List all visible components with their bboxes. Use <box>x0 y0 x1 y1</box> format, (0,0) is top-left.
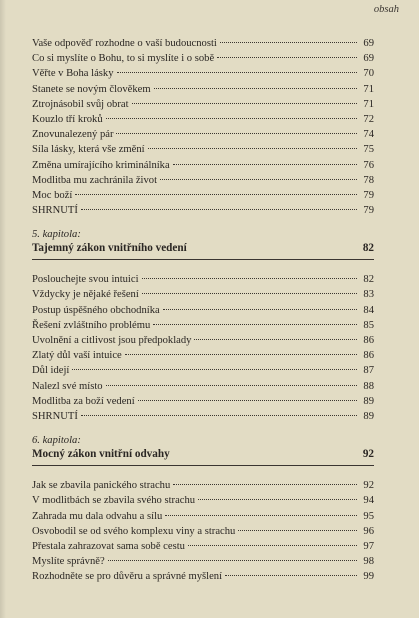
toc-entry-title: V modlitbách se zbavila svého strachu <box>32 495 196 507</box>
toc-entry-title: Změna umírajícího kriminálníka <box>32 159 170 171</box>
leader-dots <box>116 132 357 134</box>
leader-dots <box>163 308 357 310</box>
toc-entry <box>32 493 374 508</box>
toc-entry-page: 70 <box>363 68 374 80</box>
leader-dots <box>148 147 357 149</box>
toc-entry <box>32 478 374 493</box>
toc-entry <box>32 173 374 188</box>
toc-entry-page: 76 <box>363 159 374 171</box>
leader-dots <box>142 292 357 294</box>
toc-entry-title: Stanete se novým člověkem <box>32 83 151 95</box>
table-of-contents <box>32 36 374 584</box>
toc-entry-title: Síla lásky, která vše změní <box>32 144 145 156</box>
toc-entry-page: 75 <box>363 144 374 156</box>
leader-dots <box>225 574 357 576</box>
toc-entry-title: Moc boží <box>32 189 73 201</box>
toc-entry-page: 78 <box>363 174 374 186</box>
leader-dots <box>81 414 357 416</box>
toc-entry-page: 79 <box>363 205 374 217</box>
chapter-title: Tajemný zákon vnitřního vedení <box>32 242 187 255</box>
leader-dots <box>220 41 357 43</box>
toc-entry <box>32 287 374 302</box>
toc-entry-page: 86 <box>363 350 374 362</box>
toc-entry <box>32 554 374 569</box>
chapter-title: Mocný zákon vnitřní odvahy <box>32 448 170 461</box>
toc-entry <box>32 539 374 554</box>
toc-entry-page: 69 <box>363 53 374 65</box>
toc-entry-page: 88 <box>363 380 374 392</box>
toc-entry-title: Zahrada mu dala odvahu a sílu <box>32 510 163 522</box>
toc-entry-page: 86 <box>363 335 374 346</box>
toc-entry <box>32 363 374 378</box>
toc-entry-page: 71 <box>363 83 374 95</box>
toc-entry-title: Postup úspěšného obchodníka <box>32 304 160 316</box>
toc-entry-title: Vaše odpověď rozhodne o vaší budoucnosti <box>32 38 217 49</box>
leader-dots <box>72 368 357 370</box>
toc-entry-title: Rozhodněte se pro důvěru a správné myšlení <box>32 571 223 583</box>
toc-entry-title: Kouzlo tří kroků <box>32 113 103 125</box>
toc-entry-title: Myslíte správně? <box>32 556 105 568</box>
toc-entry-title: Důl idejí <box>32 365 70 377</box>
leader-dots <box>198 498 357 500</box>
toc-entry-title: Jak se zbavila panického strachu <box>32 480 171 492</box>
toc-entry-title: Řešení zvláštního problému <box>32 319 151 331</box>
toc-entry-title: Co si myslíte o Bohu, to si myslíte i o sobě <box>32 53 215 65</box>
toc-entry-page: 89 <box>363 395 374 407</box>
leader-dots <box>75 193 357 195</box>
leader-dots <box>238 529 357 531</box>
running-header: obsah <box>373 4 399 15</box>
toc-entry-title: Modlitba mu zachránila život <box>32 174 158 186</box>
toc-entry <box>32 142 374 157</box>
toc-entry-page: 95 <box>363 510 374 522</box>
toc-entry <box>32 272 374 287</box>
toc-entry <box>32 203 374 218</box>
toc-entry-page: 98 <box>363 556 374 568</box>
toc-entry-title: Ztrojnásobil svůj obrat <box>32 98 129 110</box>
toc-entry-page: 84 <box>363 304 374 316</box>
toc-entry <box>32 333 374 348</box>
toc-entry-page: 87 <box>363 365 374 377</box>
chapter-heading <box>32 447 374 466</box>
toc-entry <box>32 158 374 173</box>
toc-entry-page: 85 <box>363 319 374 331</box>
toc-entry <box>32 188 374 203</box>
leader-dots <box>154 87 357 89</box>
toc-entry <box>32 127 374 142</box>
toc-entry-page: 69 <box>363 38 374 49</box>
toc-entry <box>32 66 374 81</box>
leader-dots <box>173 483 357 485</box>
toc-entry <box>32 394 374 409</box>
toc-entry <box>32 82 374 97</box>
toc-entry-page: 71 <box>363 98 374 110</box>
chapter-page: 82 <box>362 242 374 255</box>
toc-entry-title: Věřte v Boha lásky <box>32 68 114 80</box>
toc-entry-page: 99 <box>363 571 374 583</box>
leader-dots <box>81 208 357 210</box>
chapter-label: 5. kapitola: <box>32 229 81 241</box>
toc-entry-page: 72 <box>363 113 374 125</box>
toc-chapter-5 <box>32 228 374 424</box>
toc-entry <box>32 112 374 127</box>
leader-dots <box>188 544 357 546</box>
toc-entry <box>32 36 374 51</box>
toc-entry-title: SHRNUTÍ <box>32 205 78 217</box>
toc-entry <box>32 303 374 318</box>
toc-entry-title: Znovunalezený pár <box>32 129 114 141</box>
toc-entry-title: Modlitba za boží vedení <box>32 395 135 407</box>
toc-entry-title: Uvolnění a citlivost jsou předpoklady <box>32 335 192 346</box>
leader-dots <box>173 163 357 165</box>
chapter-label: 6. kapitola: <box>32 435 81 447</box>
toc-entry-page: 94 <box>363 495 374 507</box>
toc-entry <box>32 569 374 584</box>
toc-entry <box>32 348 374 363</box>
toc-entry-title: Zlatý důl vaší intuice <box>32 350 122 362</box>
toc-entry-title: Nalezl své místo <box>32 380 103 392</box>
toc-entry-page: 96 <box>363 525 374 537</box>
toc-entry-title: SHRNUTÍ <box>32 410 78 422</box>
leader-dots <box>106 117 357 119</box>
toc-entry-title: Osvobodil se od svého komplexu viny a strachu <box>32 525 236 537</box>
toc-entry-page: 74 <box>363 129 374 141</box>
toc-entry-page: 89 <box>363 410 374 422</box>
toc-entry <box>32 524 374 539</box>
leader-dots <box>165 514 357 516</box>
leader-dots <box>217 56 357 58</box>
toc-entry-page: 97 <box>363 540 374 552</box>
toc-entry-page: 83 <box>363 289 374 301</box>
chapter-heading <box>32 241 374 260</box>
toc-section-continued <box>32 36 374 218</box>
toc-entry-title: Vždycky je nějaké řešení <box>32 289 139 301</box>
toc-entry-title: Poslouchejte svou intuici <box>32 274 139 286</box>
chapter-page: 92 <box>362 448 374 461</box>
leader-dots <box>153 323 357 325</box>
toc-entry-page: 92 <box>363 480 374 492</box>
leader-dots <box>142 277 357 279</box>
toc-entry-page: 79 <box>363 189 374 201</box>
toc-chapter-6 <box>32 434 374 584</box>
toc-entry-title: Přestala zahrazovat sama sobě cestu <box>32 540 185 552</box>
toc-entry <box>32 51 374 66</box>
toc-entry <box>32 97 374 112</box>
leader-dots <box>160 178 357 180</box>
leader-dots <box>106 384 357 386</box>
toc-entry <box>32 509 374 524</box>
leader-dots <box>138 399 357 401</box>
leader-dots <box>194 338 357 340</box>
leader-dots <box>132 102 357 104</box>
leader-dots <box>108 559 357 561</box>
leader-dots <box>117 71 358 73</box>
toc-entry <box>32 409 374 424</box>
toc-entry <box>32 318 374 333</box>
toc-entry <box>32 379 374 394</box>
leader-dots <box>125 353 357 355</box>
toc-entry-page: 82 <box>363 274 374 286</box>
